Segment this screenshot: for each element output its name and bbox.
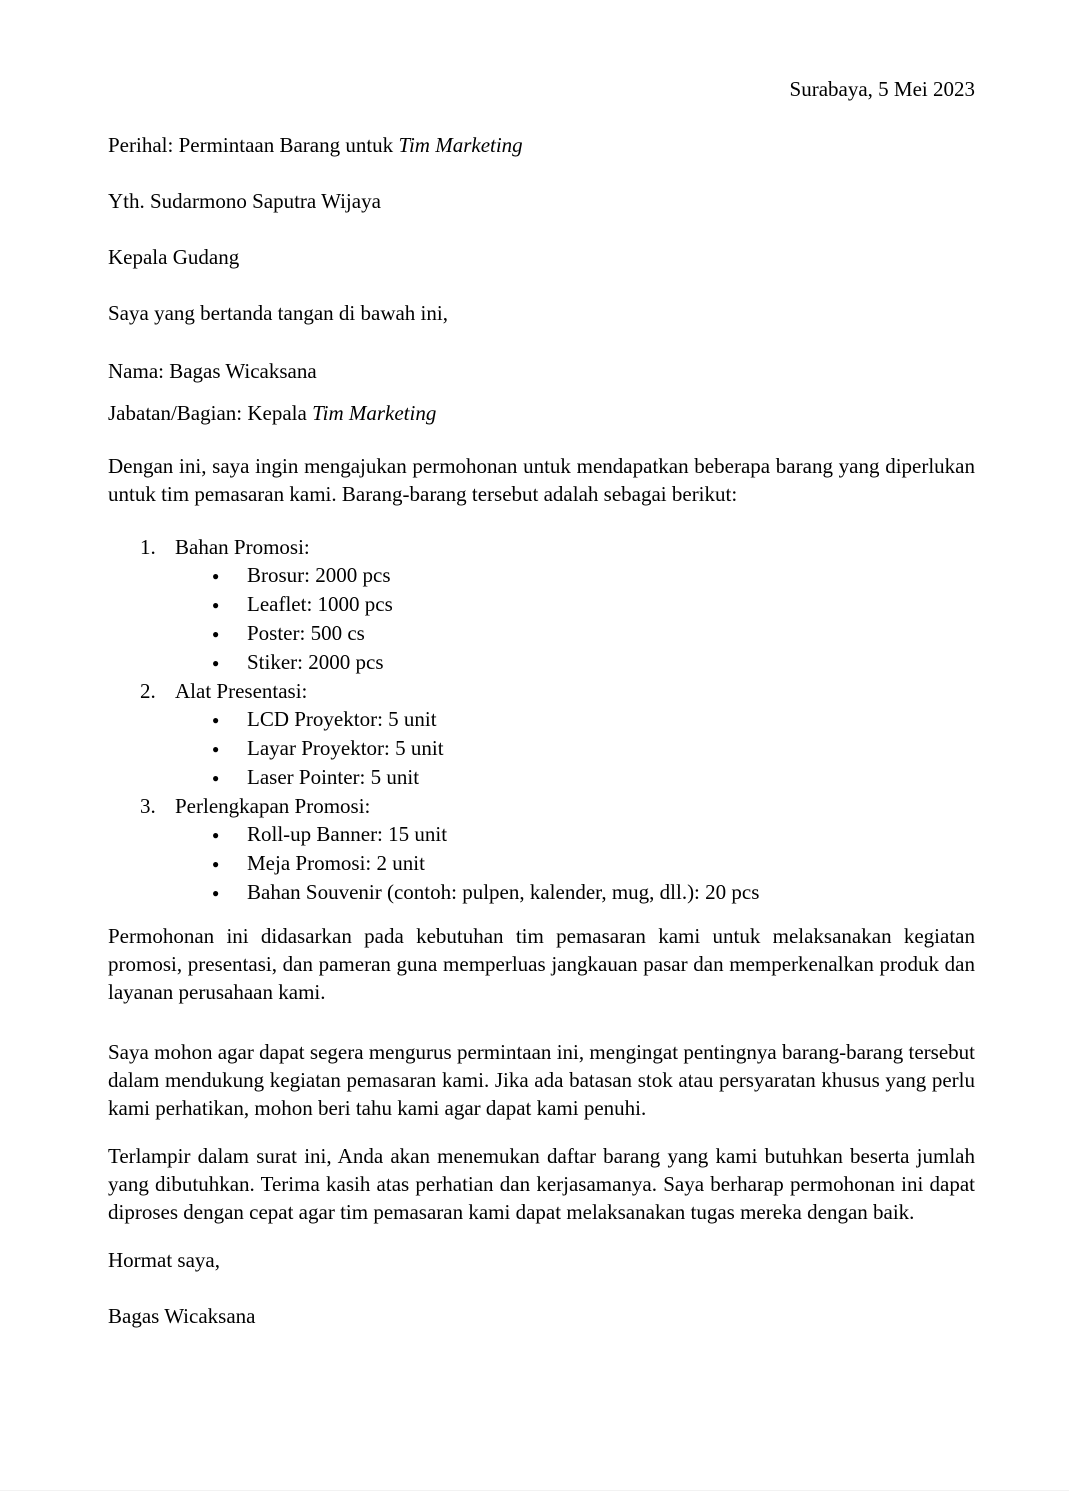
list-item	[108, 763, 975, 792]
subject-prefix: Perihal: Permintaan Barang untuk	[108, 133, 399, 157]
bullet-icon: ●	[212, 857, 220, 871]
list-item-text: LCD Proyektor: 5 unit	[247, 707, 437, 731]
request-list	[108, 533, 975, 907]
intro-paragraph: Dengan ini, saya ingin mengajukan permohonan untuk mendapatkan beberapa barang yang diperlukan untuk tim pemasaran kami. Barang-barang tersebut adalah sebagai berikut:	[108, 454, 975, 506]
list-item	[108, 878, 975, 907]
list-item	[108, 619, 975, 648]
bullet-icon: ●	[212, 598, 220, 612]
list-item	[108, 561, 975, 590]
list-category-label: Alat Presentasi:	[175, 679, 308, 703]
list-item-text: Meja Promosi: 2 unit	[247, 851, 425, 875]
position-prefix: Jabatan/Bagian: Kepala	[108, 401, 313, 425]
opening-line: Saya yang bertanda tangan di bawah ini,	[108, 301, 448, 325]
list-category-label: Perlengkapan Promosi:	[175, 794, 371, 818]
list-item-text: Brosur: 2000 pcs	[247, 563, 391, 587]
list-category-3	[108, 792, 975, 820]
list-item-text: Bahan Souvenir (contoh: pulpen, kalender, mug, dll.): 20 pcs	[247, 880, 760, 904]
list-number: 3.	[140, 794, 156, 818]
list-item	[108, 849, 975, 878]
list-item	[108, 648, 975, 677]
bullet-icon: ●	[212, 627, 220, 641]
recipient-line: Yth. Sudarmono Saputra Wijaya	[108, 189, 381, 213]
signature-name: Bagas Wicaksana	[108, 1304, 256, 1328]
sender-position-line	[108, 399, 975, 427]
closing-line: Hormat saya,	[108, 1248, 220, 1272]
letter-date: Surabaya, 5 Mei 2023	[789, 77, 975, 101]
list-item	[108, 705, 975, 734]
subject-team-name: Tim Marketing	[398, 133, 523, 157]
sender-name-line: Nama: Bagas Wicaksana	[108, 359, 317, 383]
bullet-icon: ●	[212, 742, 220, 756]
position-team-name: Tim Marketing	[312, 401, 437, 425]
list-number: 2.	[140, 679, 156, 703]
list-category-1	[108, 533, 975, 561]
bullet-icon: ●	[212, 713, 220, 727]
bullet-icon: ●	[212, 656, 220, 670]
list-item-text: Stiker: 2000 pcs	[247, 650, 384, 674]
recipient-title-line: Kepala Gudang	[108, 245, 240, 269]
body-paragraph-3: Terlampir dalam surat ini, Anda akan menemukan daftar barang yang kami butuhkan beserta jumlah yang dibutuhkan. Terima kasih atas perhatian dan kerjasamanya. Saya berharap permohonan ini dapat diproses dengan cepat agar tim pemasaran kami dapat melaksanakan tugas mereka dengan baik.	[108, 1144, 975, 1224]
list-item	[108, 734, 975, 763]
list-item-text: Leaflet: 1000 pcs	[247, 592, 393, 616]
list-item	[108, 590, 975, 619]
bullet-icon: ●	[212, 569, 220, 583]
list-item-text: Roll-up Banner: 15 unit	[247, 822, 448, 846]
list-item	[108, 820, 975, 849]
list-item-text: Laser Pointer: 5 unit	[247, 765, 420, 789]
bullet-icon: ●	[212, 886, 220, 900]
subject-line	[108, 131, 975, 159]
list-number: 1.	[140, 535, 156, 559]
body-paragraph-2: Saya mohon agar dapat segera mengurus permintaan ini, mengingat pentingnya barang-barang tersebut dalam mendukung kegiatan pemasaran kami. Jika ada batasan stok atau persyaratan khusus yang perlu kami perhatikan, mohon beri tahu kami agar dapat kami penuhi.	[108, 1040, 975, 1120]
body-paragraph-1: Permohonan ini didasarkan pada kebutuhan tim pemasaran kami untuk melaksanakan kegiatan promosi, presentasi, dan pameran guna memperluas jangkauan pasar dan memperkenalkan produk dan layanan perusahaan kami.	[108, 924, 975, 1004]
list-item-text: Layar Proyektor: 5 unit	[247, 736, 444, 760]
list-category-2	[108, 677, 975, 705]
bullet-icon: ●	[212, 828, 220, 842]
list-item-text: Poster: 500 cs	[247, 621, 365, 645]
list-category-label: Bahan Promosi:	[175, 535, 310, 559]
bullet-icon: ●	[212, 771, 220, 785]
